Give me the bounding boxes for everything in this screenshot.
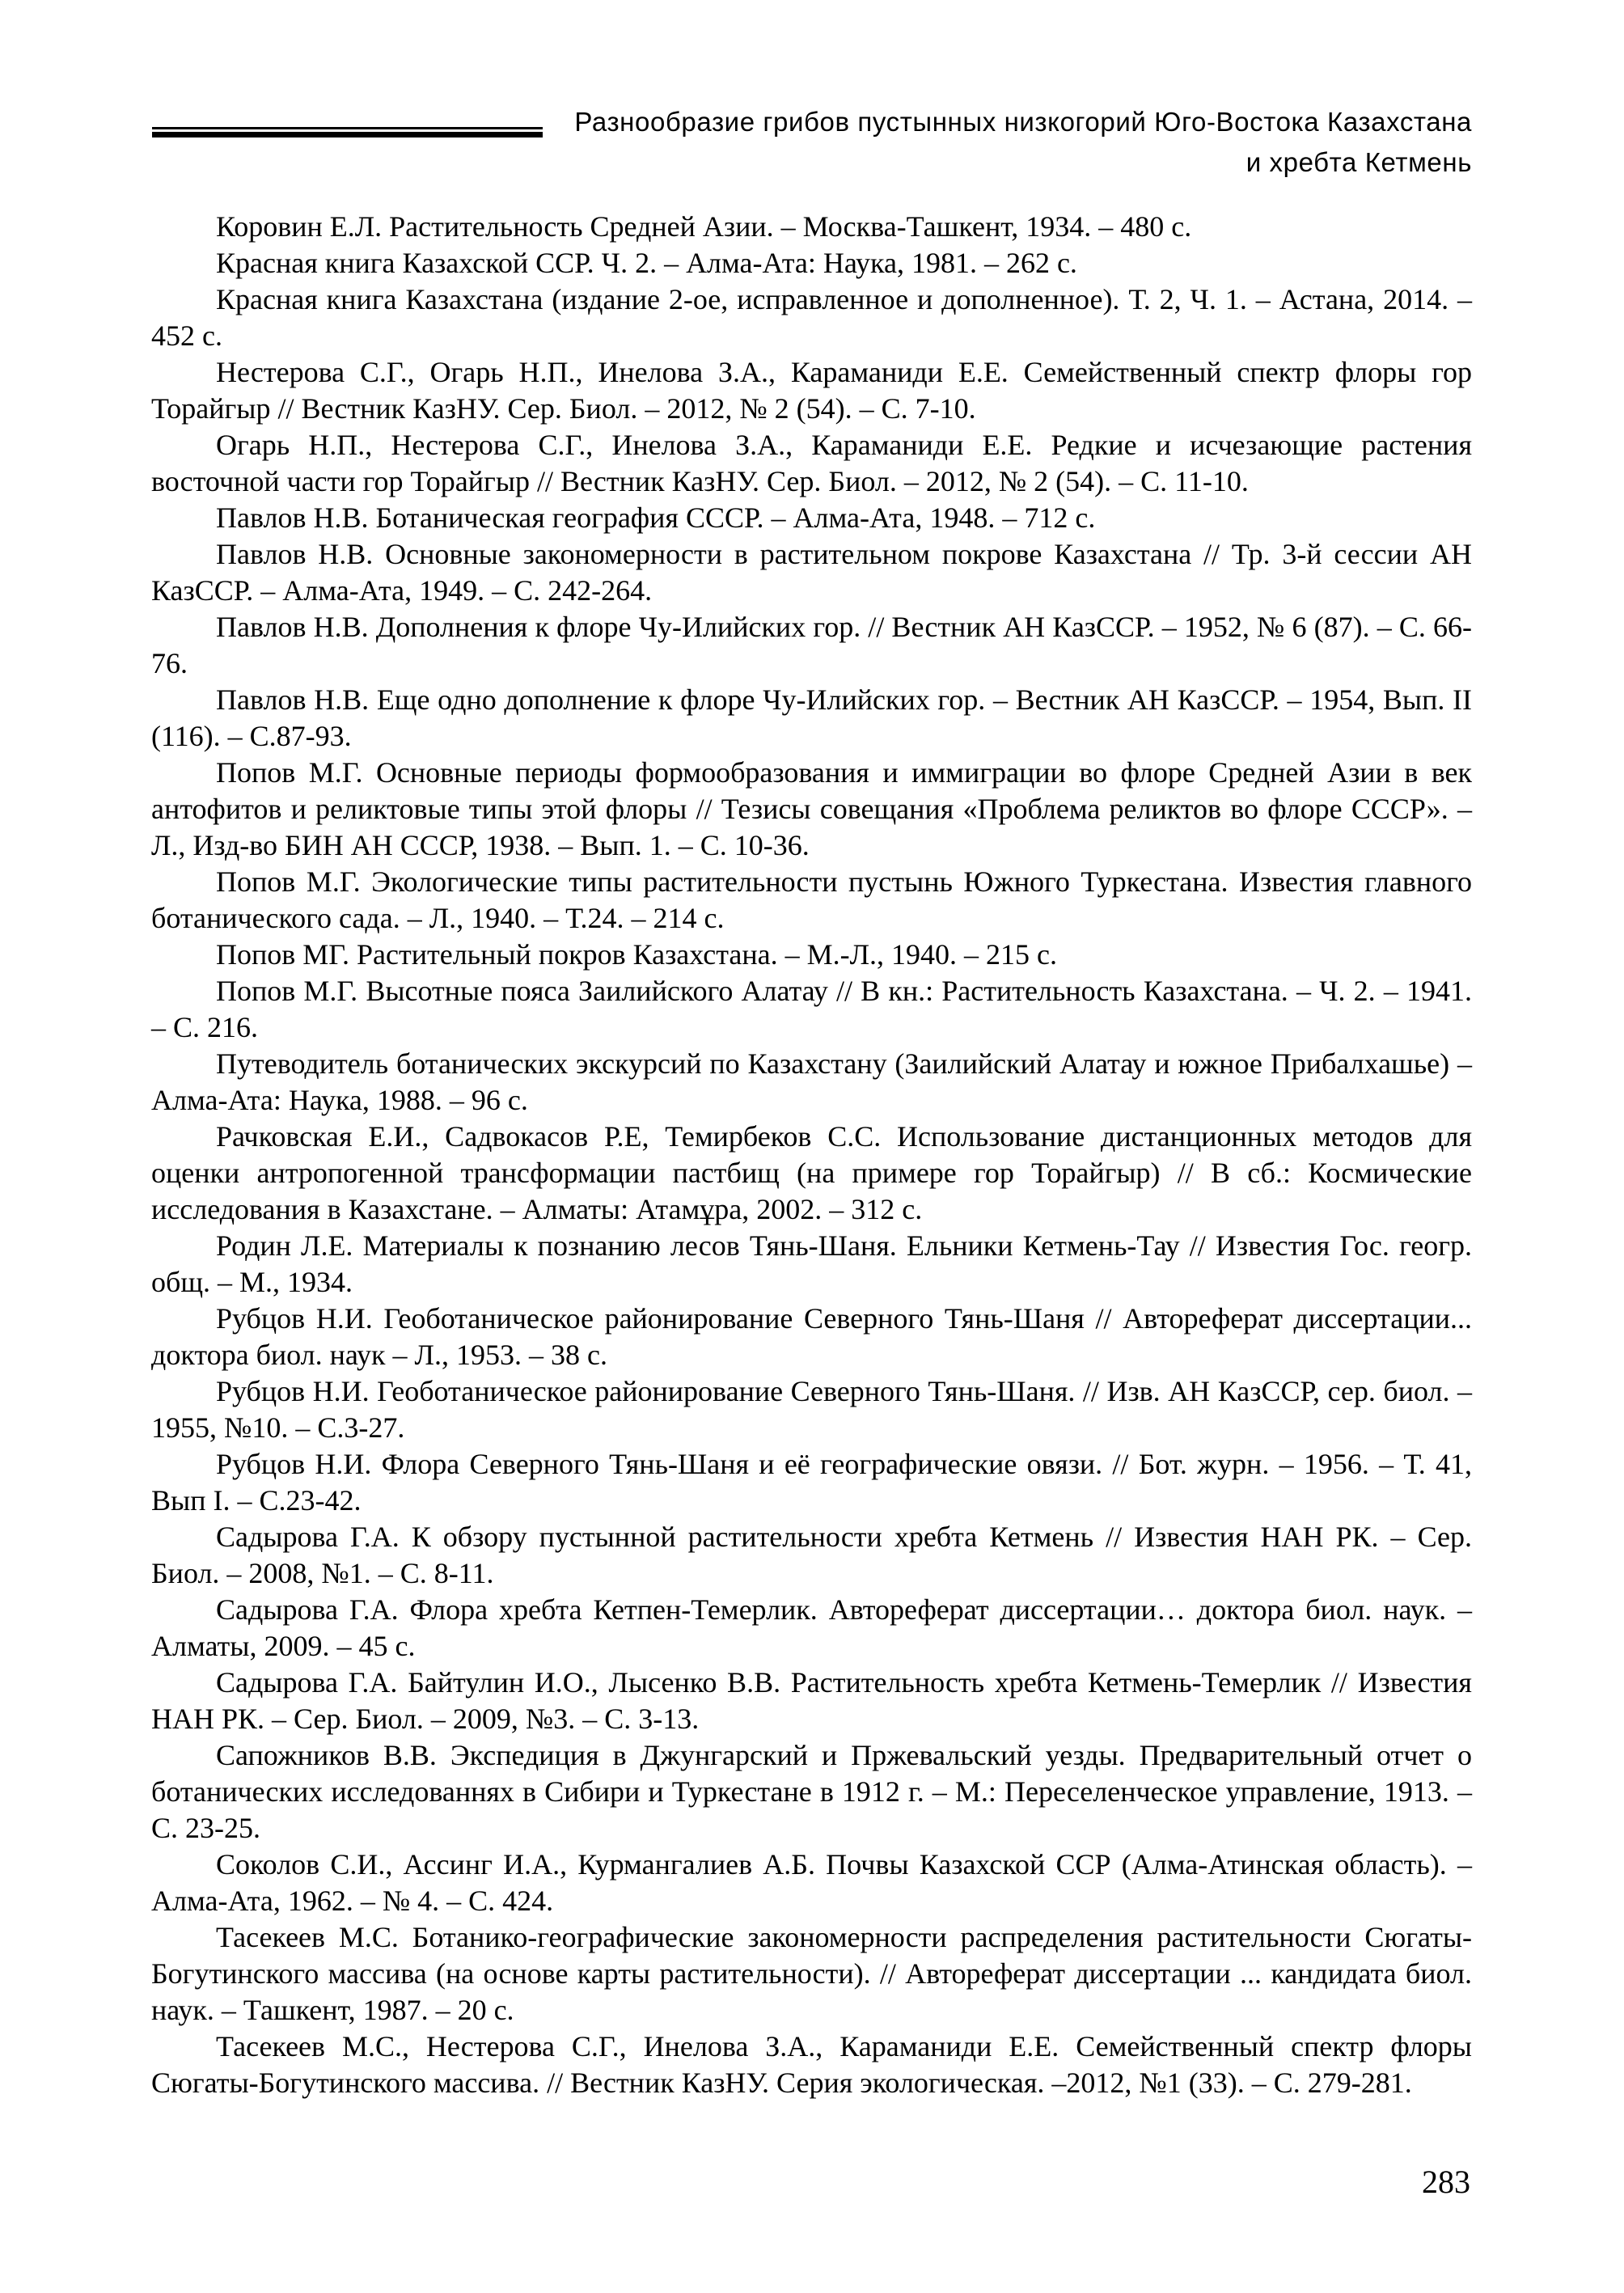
reference-item: Попов М.Г. Экологические типы растительности пустынь Южного Туркестана. Известия главного ботанического сада. – Л., 1940. – Т.24. – 214 с. — [151, 865, 1472, 934]
reference-item: Павлов Н.В. Основные закономерности в растительном покрове Казахстана // Тр. 3-й сессии АН КазССР. – Алма-Ата, 1949. – С. 242-264. — [151, 538, 1472, 607]
references-list — [151, 209, 1472, 2101]
reference-item: Красная книга Казахстана (издание 2-ое, исправленное и дополненное). Т. 2, Ч. 1. – Астана, 2014. – 452 с. — [151, 283, 1472, 352]
running-header-line2: и хребта Кетмень — [1245, 147, 1472, 177]
reference-item: Павлов Н.В. Ботаническая география СССР. – Алма-Ата, 1948. – 712 с. — [216, 501, 1096, 534]
reference-item: Попов М.Г. Высотные пояса Заилийского Алатау // В кн.: Растительность Казахстана. – Ч. 2. – 1941. – С. 216. — [151, 975, 1472, 1043]
reference-item: Садырова Г.А. К обзору пустынной растительности хребта Кетмень // Известия НАН РК. – Сер. Биол. – 2008, №1. – С. 8-11. — [151, 1521, 1472, 1589]
reference-item: Попов МГ. Растительный покров Казахстана. – М.-Л., 1940. – 215 с. — [216, 938, 1058, 971]
reference-item: Попов М.Г. Основные периоды формообразования и иммиграции во флоре Средней Азии в век антофитов и реликтовые типы этой флоры // Тезисы совещания «Проблема реликтов во флоре СССР». – Л., Изд-во БИН АН СССР, 1938. – Вып. 1. – С. 10-36. — [151, 756, 1472, 861]
reference-item: Павлов Н.В. Дополнения к флоре Чу-Илийских гор. // Вестник АН КазССР. – 1952, № 6 (87). – С. 66-76. — [151, 611, 1472, 679]
page-number: 283 — [1422, 2164, 1470, 2200]
reference-item: Родин Л.Е. Материалы к познанию лесов Тянь-Шаня. Ельники Кетмень-Тау // Известия Гос. геогр. общ. – М., 1934. — [151, 1229, 1472, 1298]
header-rule — [152, 127, 543, 137]
reference-item: Красная книга Казахской ССР. Ч. 2. – Алма-Ата: Наука, 1981. – 262 с. — [216, 247, 1077, 279]
reference-item: Тасекеев М.С. Ботанико-географические закономерности распределения растительности Сюгаты-Богутинского массива (на основе карты растительности). // Автореферат диссертации ... кандидата биол. наук. – Ташкент, 1987. – 20 с. — [151, 1921, 1472, 2026]
reference-item: Коровин Е.Л. Растительность Средней Азии. – Москва-Ташкент, 1934. – 480 с. — [216, 210, 1192, 243]
reference-item: Рубцов Н.И. Геоботаническое районирование Северного Тянь-Шаня // Автореферат диссертации... доктора биол. наук – Л., 1953. – 38 с. — [151, 1302, 1472, 1371]
reference-item: Нестерова С.Г., Огарь Н.П., Инелова З.А., Караманиди Е.Е. Семейственный спектр флоры гор Торайгыр // Вестник КазНУ. Сер. Биол. – 2012, № 2 (54). – С. 7-10. — [151, 356, 1472, 425]
reference-item: Огарь Н.П., Нестерова С.Г., Инелова З.А., Караманиди Е.Е. Редкие и исчезающие растения восточной части гор Торайгыр // Вестник КазНУ. Сер. Биол. – 2012, № 2 (54). – С. 11-10. — [151, 429, 1472, 497]
reference-item: Павлов Н.В. Еще одно дополнение к флоре Чу-Илийских гор. – Вестник АН КазССР. – 1954, Вып. II (116). – С.87-93. — [151, 683, 1472, 752]
reference-item: Рубцов Н.И. Флора Северного Тянь-Шаня и её географические овязи. // Бот. журн. – 1956. – Т. 41, Вып I. – С.23-42. — [151, 1448, 1472, 1517]
reference-item: Соколов С.И., Ассинг И.А., Курмангалиев А.Б. Почвы Казахской ССР (Алма-Атинская область). – Алма-Ата, 1962. – № 4. – С. 424. — [151, 1848, 1472, 1917]
reference-item: Рубцов Н.И. Геоботаническое районирование Северного Тянь-Шаня. // Изв. АН КазССР, сер. биол. – 1955, №10. – С.3-27. — [151, 1375, 1472, 1444]
header-rule-thick-line — [152, 132, 543, 137]
reference-item: Рачковская Е.И., Садвокасов Р.Е, Темирбеков С.С. Использование дистанционных методов для оценки антропогенной трансформации пастбищ (на примере гор Торайгыр) // В сб.: Космические исследования в Казахстане. – Алматы: Атамұра, 2002. – 312 с. — [151, 1120, 1472, 1225]
running-header — [501, 102, 1472, 183]
running-header-line1: Разнообразие грибов пустынных низкогорий Юго-Востока Казахстана — [574, 107, 1472, 137]
reference-item: Путеводитель ботанических экскурсий по Казахстану (Заилийский Алатау и южное Прибалхашье) – Алма-Ата: Наука, 1988. – 96 с. — [151, 1047, 1472, 1116]
reference-item: Сапожников В.В. Экспедиция в Джунгарский и Пржевальский уезды. Предварительный отчет о ботанических исследованнях в Сибири и Туркестане в 1912 г. – М.: Переселенческое управление, 1913. – С. 23-25. — [151, 1739, 1472, 1844]
reference-item: Тасекеев М.С., Нестерова С.Г., Инелова З.А., Караманиди Е.Е. Семейственный спектр флоры Сюгаты-Богутинского массива. // Вестник КазНУ. Серия экологическая. –2012, №1 (33). – С. 279-281. — [151, 2030, 1472, 2099]
reference-item: Садырова Г.А. Байтулин И.О., Лысенко В.В. Растительность хребта Кетмень-Темерлик // Известия НАН РК. – Сер. Биол. – 2009, №3. – С. 3-13. — [151, 1666, 1472, 1735]
reference-item: Садырова Г.А. Флора хребта Кетпен-Темерлик. Автореферат диссертации… доктора биол. наук. – Алматы, 2009. – 45 с. — [151, 1593, 1472, 1662]
